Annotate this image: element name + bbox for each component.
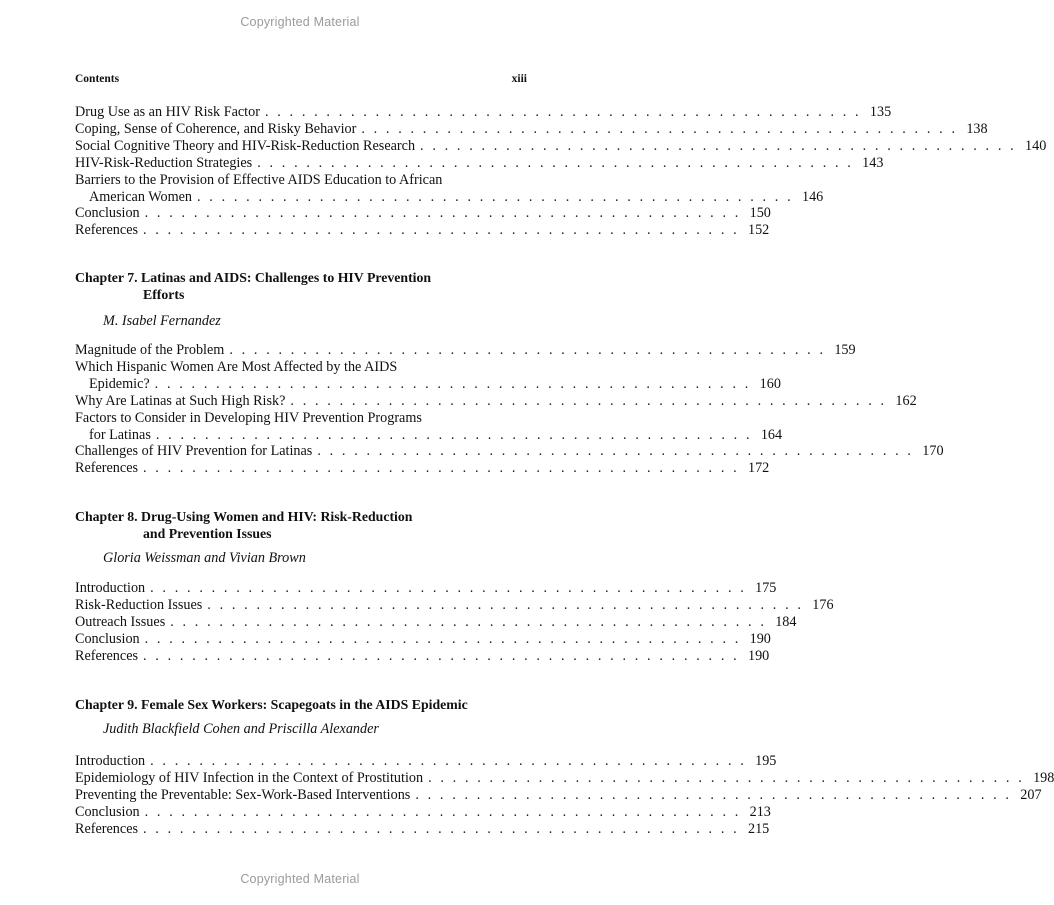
chapter-7-author bbox=[75, 313, 527, 330]
chapter-title[interactable]: Chapter 9. Female Sex Workers: Scapegoats in the AIDS Epidemic bbox=[75, 697, 468, 712]
toc-page-number: 170 bbox=[922, 443, 944, 460]
watermark-top: Copyrighted Material bbox=[240, 15, 360, 29]
toc-entry-line1[interactable]: Factors to Consider in Developing HIV Prevention Programs bbox=[75, 409, 422, 426]
toc-entry[interactable]: Conclusion . . . . . . . . . . . . . . . . . . . . . . . . . . . . . . . . . . . . . . . . . . . . . . . . . 190 bbox=[75, 630, 771, 647]
chapter-author: Gloria Weissman and Vivian Brown bbox=[103, 550, 306, 566]
toc-page-number: 140 bbox=[1025, 137, 1047, 154]
toc-page-number: 143 bbox=[862, 154, 884, 171]
toc-section-chapter-7 bbox=[75, 342, 944, 477]
toc-page-number: 162 bbox=[895, 392, 917, 409]
toc-entry[interactable]: References . . . . . . . . . . . . . . . . . . . . . . . . . . . . . . . . . . . . . . . . . . . . . . . . . 152 bbox=[75, 222, 770, 239]
toc-page-number: 150 bbox=[749, 205, 771, 222]
toc-entry[interactable]: Conclusion . . . . . . . . . . . . . . . . . . . . . . . . . . . . . . . . . . . . . . . . . . . . . . . . . 150 bbox=[75, 205, 771, 222]
toc-entry[interactable]: References . . . . . . . . . . . . . . . . . . . . . . . . . . . . . . . . . . . . . . . . . . . . . . . . . 190 bbox=[75, 647, 770, 664]
toc-page-number: 195 bbox=[755, 753, 777, 769]
toc-section-chapter-9 bbox=[75, 753, 1054, 838]
toc-entry[interactable]: References . . . . . . . . . . . . . . . . . . . . . . . . . . . . . . . . . . . . . . . . . . . . . . . . . 215 bbox=[75, 820, 770, 837]
toc-page-number: 207 bbox=[1020, 786, 1042, 803]
toc-entry[interactable]: Coping, Sense of Coherence, and Risky Behavior . . . . . . . . . . . . . . . . . . . . . . . . . . . . . . . . . . . . . . . . . . . . . . . . . 138 bbox=[75, 120, 988, 137]
toc-entry[interactable]: Introduction . . . . . . . . . . . . . . . . . . . . . . . . . . . . . . . . . . . . . . . . . . . . . . . . . 175 bbox=[75, 580, 777, 596]
toc-entry[interactable]: Challenges of HIV Prevention for Latinas . . . . . . . . . . . . . . . . . . . . . . . . . . . . . . . . . . . . . . . . . . . . . . . . . 170 bbox=[75, 443, 944, 460]
chapter-9-heading bbox=[75, 696, 527, 713]
toc-entry-line1[interactable]: Barriers to the Provision of Effective AIDS Education to African bbox=[75, 171, 443, 188]
toc-section-chapter-8 bbox=[75, 580, 834, 665]
toc-entry[interactable]: Why Are Latinas at Such High Risk? . . . . . . . . . . . . . . . . . . . . . . . . . . . . . . . . . . . . . . . . . . . . . . . . . 162 bbox=[75, 392, 917, 409]
chapter-8-heading bbox=[75, 508, 527, 542]
toc-page-number: 190 bbox=[749, 630, 771, 647]
toc-entry[interactable]: Conclusion . . . . . . . . . . . . . . . . . . . . . . . . . . . . . . . . . . . . . . . . . . . . . . . . . 213 bbox=[75, 803, 771, 820]
chapter-title[interactable]: Chapter 7. Latinas and AIDS: Challenges to HIV Prevention Efforts bbox=[75, 270, 432, 302]
running-header bbox=[75, 73, 527, 85]
toc-page-number: 146 bbox=[801, 188, 824, 205]
toc-entry[interactable]: Magnitude of the Problem . . . . . . . . . . . . . . . . . . . . . . . . . . . . . . . . . . . . . . . . . . . . . . . . . 159 bbox=[75, 342, 856, 358]
toc-entry[interactable]: References . . . . . . . . . . . . . . . . . . . . . . . . . . . . . . . . . . . . . . . . . . . . . . . . . 172 bbox=[75, 460, 770, 477]
toc-entry[interactable]: for Latinas . . . . . . . . . . . . . . . . . . . . . . . . . . . . . . . . . . . . . . . . . . . . . . . . . 164 bbox=[89, 426, 783, 443]
toc-entry[interactable]: Epidemic? . . . . . . . . . . . . . . . . . . . . . . . . . . . . . . . . . . . . . . . . . . . . . . . . . 160 bbox=[89, 375, 781, 392]
chapter-7-heading bbox=[75, 269, 527, 303]
toc-page-number: 164 bbox=[760, 426, 783, 443]
toc-entry[interactable]: Drug Use as an HIV Risk Factor . . . . . . . . . . . . . . . . . . . . . . . . . . . . . . . . . . . . . . . . . . . . . . . . . 135 bbox=[75, 104, 892, 120]
toc-page-number: 172 bbox=[747, 460, 770, 477]
toc-entry[interactable]: Risk-Reduction Issues . . . . . . . . . . . . . . . . . . . . . . . . . . . . . . . . . . . . . . . . . . . . . . . . . 176 bbox=[75, 596, 834, 613]
chapter-author: Judith Blackfield Cohen and Priscilla Alexander bbox=[103, 721, 379, 737]
toc-entry-line1[interactable]: Which Hispanic Women Are Most Affected by the AIDS bbox=[75, 358, 398, 375]
toc-page-number: 215 bbox=[747, 820, 770, 837]
toc-page-number: 190 bbox=[747, 647, 770, 664]
chapter-title[interactable]: Chapter 8. Drug-Using Women and HIV: Risk-Reduction and Prevention Issues bbox=[75, 509, 413, 541]
toc-page-number: 135 bbox=[869, 104, 892, 120]
chapter-author: M. Isabel Fernandez bbox=[103, 313, 221, 329]
chapter-9-author bbox=[75, 721, 527, 738]
toc-page-number: 184 bbox=[775, 613, 797, 630]
toc-entry[interactable]: American Women . . . . . . . . . . . . . . . . . . . . . . . . . . . . . . . . . . . . . . . . . . . . . . . . . 146 bbox=[89, 188, 824, 205]
toc-page-number: 175 bbox=[755, 580, 777, 596]
toc-entry[interactable]: Introduction . . . . . . . . . . . . . . . . . . . . . . . . . . . . . . . . . . . . . . . . . . . . . . . . . 195 bbox=[75, 753, 777, 769]
watermark-bottom: Copyrighted Material bbox=[240, 872, 360, 886]
toc-page-number: 159 bbox=[834, 342, 856, 358]
toc-page-number: 152 bbox=[747, 222, 770, 239]
toc-page-number: 138 bbox=[966, 120, 988, 137]
toc-section-continued bbox=[75, 104, 1047, 239]
toc-page-number: 198 bbox=[1033, 769, 1054, 786]
toc-page-number: 160 bbox=[759, 375, 781, 392]
toc-entry[interactable]: Social Cognitive Theory and HIV-Risk-Reduction Research . . . . . . . . . . . . . . . . . . . . . . . . . . . . . . . . . . . . . . . . . . . . . . . . . 140 bbox=[75, 137, 1047, 154]
toc-entry[interactable]: Preventing the Preventable: Sex-Work-Based Interventions . . . . . . . . . . . . . . . . . . . . . . . . . . . . . . . . . . . . . . . . . . . . . . . . . 207 bbox=[75, 786, 1042, 803]
toc-entry[interactable]: Outreach Issues . . . . . . . . . . . . . . . . . . . . . . . . . . . . . . . . . . . . . . . . . . . . . . . . . 184 bbox=[75, 613, 797, 630]
toc-page-number: 176 bbox=[812, 596, 834, 613]
page-number: xiii bbox=[511, 73, 527, 85]
toc-entry[interactable]: Epidemiology of HIV Infection in the Context of Prostitution . . . . . . . . . . . . . . . . . . . . . . . . . . . . . . . . . . . . . . . . . . . . . . . . . 198 bbox=[75, 769, 1054, 786]
toc-entry[interactable]: HIV-Risk-Reduction Strategies . . . . . . . . . . . . . . . . . . . . . . . . . . . . . . . . . . . . . . . . . . . . . . . . . 143 bbox=[75, 154, 884, 171]
toc-page-number: 213 bbox=[749, 803, 771, 820]
chapter-8-author bbox=[75, 550, 527, 567]
header-title: Contents bbox=[75, 73, 120, 85]
